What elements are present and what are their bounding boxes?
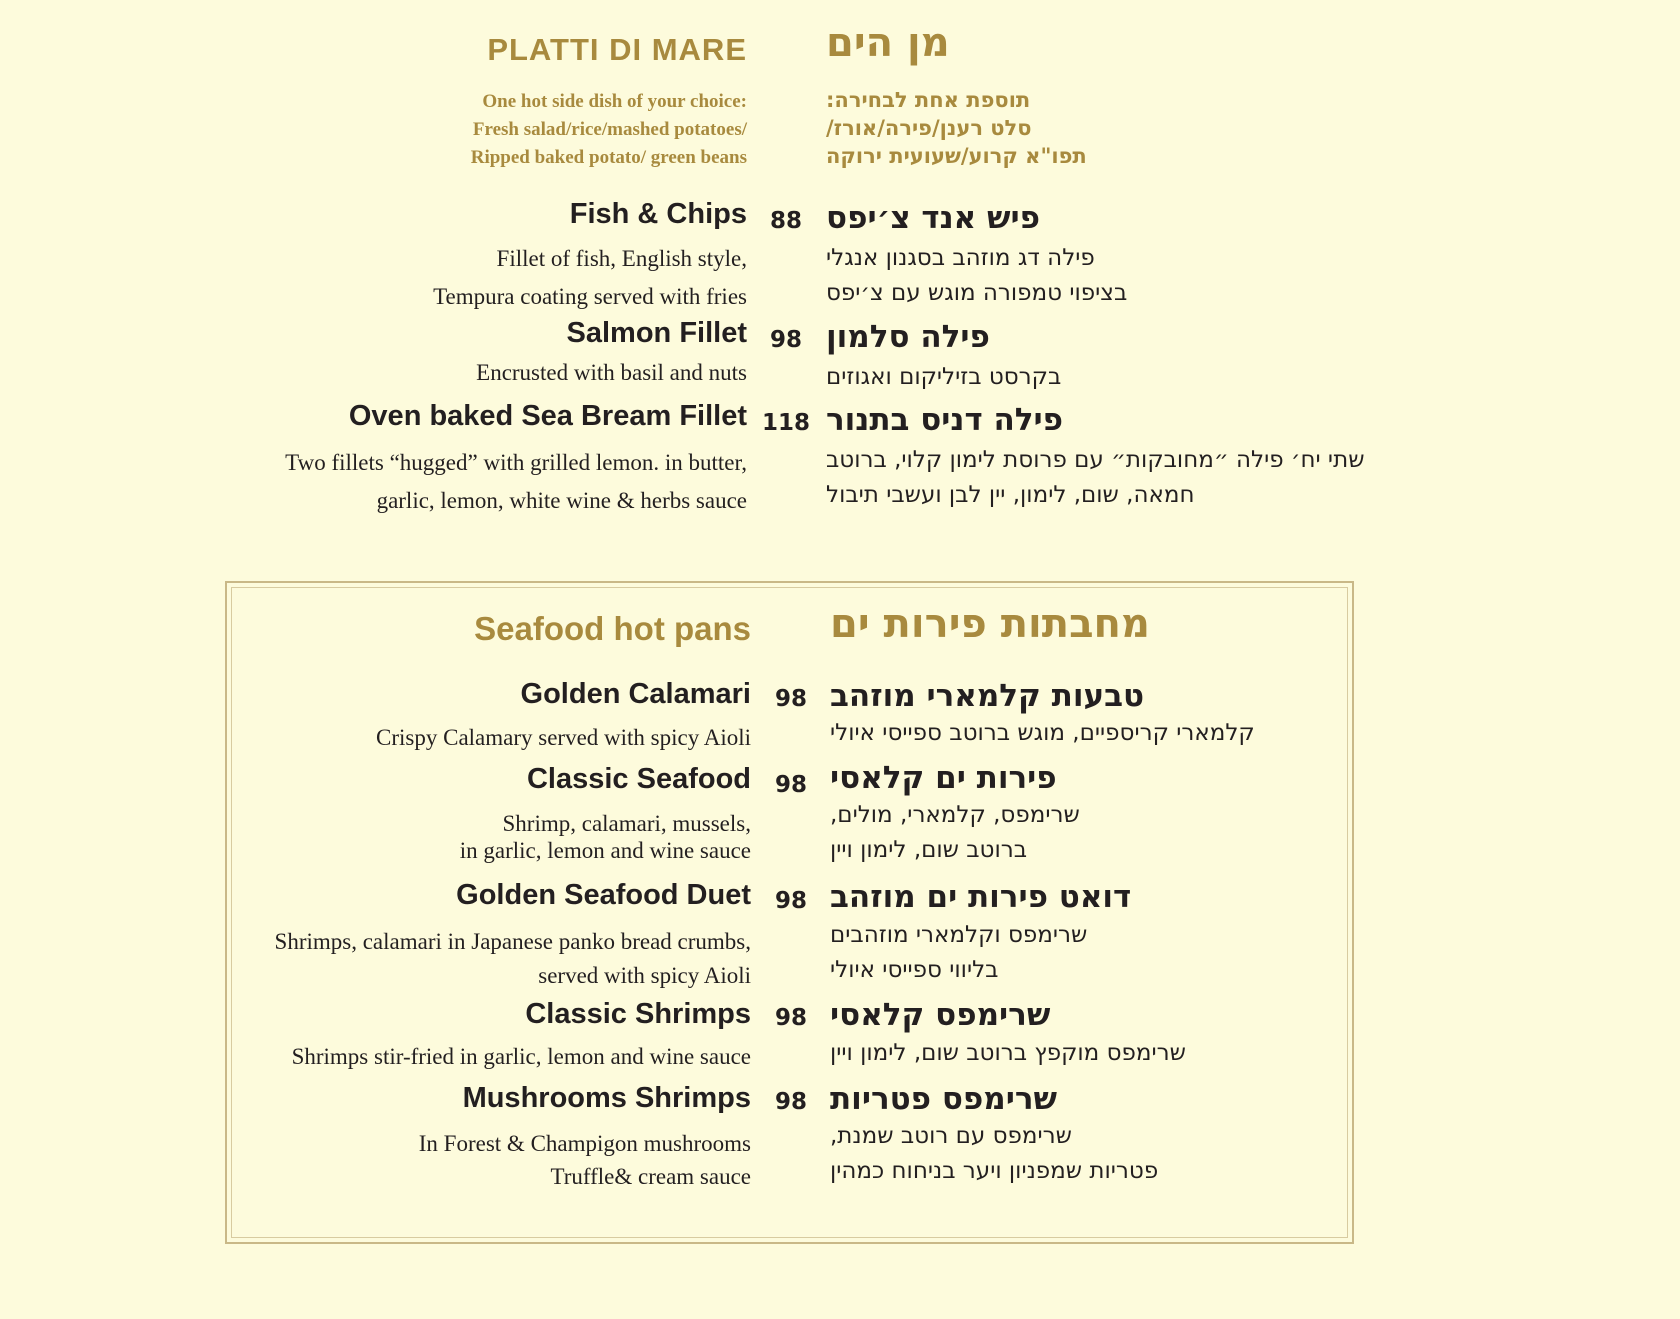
menu-item-name-en: Classic Shrimps (525, 998, 751, 1030)
menu-item-desc-en (460, 810, 751, 864)
menu-item-desc-he (826, 443, 1365, 513)
desc-line: שרימפס, קלמארי, מולים, (830, 802, 1080, 828)
desc-line: שתי יח׳ פילה ״מחובקות״ עם פרוסת לימון קלוי, ברוטב (826, 447, 1365, 473)
menu-item-name-he: שרימפס קלאסי (830, 997, 1051, 1033)
menu-item-name-en: Golden Seafood Duet (456, 879, 751, 911)
menu-item-price: 98 (774, 1005, 807, 1031)
desc-line: In Forest & Champigon mushrooms (418, 1131, 751, 1156)
desc-line: פטריות שמפניון ויער בניחוח כמהין (830, 1158, 1159, 1184)
desc-line: Two fillets “hugged” with grilled lemon. in butter, (285, 450, 747, 475)
note-line: Fresh salad/rice/mashed potatoes/ (472, 119, 747, 140)
menu-item-name-he: שרימפס פטריות (830, 1081, 1058, 1117)
note-line: תפו"א קרוע/שעועית ירוקה (826, 144, 1087, 168)
menu-item-desc-he (830, 918, 1087, 988)
desc-line: Shrimps, calamari in Japanese panko bread crumbs, (274, 929, 751, 954)
note-line: סלט רענן/פירה/אורז/ (826, 116, 1032, 140)
desc-line: ברוטב שום, לימון ויין (830, 837, 1028, 863)
section-title-en: PLATTI DI MARE (487, 32, 747, 67)
desc-line: שרימפס וקלמארי מוזהבים (830, 922, 1088, 948)
menu-item-name-en: Salmon Fillet (566, 317, 747, 349)
side-dish-note-en (471, 88, 747, 172)
menu-item-price: 98 (769, 327, 802, 353)
desc-line: Shrimp, calamari, mussels, (502, 811, 751, 836)
desc-line: garlic, lemon, white wine & herbs sauce (376, 488, 747, 513)
menu-item-name-he: פירות ים קלאסי (830, 760, 1057, 796)
menu-item-name-en: Fish & Chips (569, 198, 747, 230)
menu-item-desc-he (830, 716, 1255, 751)
menu-item-desc-he (826, 241, 1127, 311)
menu-item-price: 88 (769, 208, 802, 234)
menu-item-price: 98 (774, 888, 807, 914)
menu-item-desc-en (376, 724, 751, 751)
desc-line: חמאה, שום, לימון, יין לבן ועשבי תיבול (826, 482, 1195, 508)
desc-line: Encrusted with basil and nuts (476, 360, 747, 385)
desc-line: בציפוי טמפורה מוגש עם צ׳יפס (826, 280, 1128, 306)
menu-item-desc-he (830, 1036, 1186, 1071)
desc-line: שרימפס מוקפץ ברוטב שום, לימון ויין (830, 1040, 1186, 1066)
menu-item-desc-en (419, 1127, 751, 1193)
menu-item-desc-en (285, 444, 747, 520)
desc-line: קלמארי קריספיים, מוגש ברוטב ספייסי איולי (830, 720, 1255, 746)
menu-item-name-en: Classic Seafood (526, 763, 751, 795)
menu-item-name-en: Mushrooms Shrimps (462, 1082, 751, 1114)
section-title-en: Seafood hot pans (474, 610, 751, 647)
menu-item-name-he: טבעות קלמארי מוזהב (830, 678, 1145, 714)
desc-line: בליווי ספייסי איולי (830, 957, 999, 983)
menu-item-name-he: פיש אנד צ׳יפס (826, 200, 1041, 236)
menu-item-name-he: דואט פירות ים מוזהב (830, 879, 1132, 915)
desc-line: Shrimps stir-fried in garlic, lemon and wine sauce (291, 1044, 751, 1069)
desc-line: Crispy Calamary served with spicy Aioli (376, 725, 751, 750)
menu-item-name-en: Oven baked Sea Bream Fillet (348, 400, 747, 432)
menu-item-price: 98 (774, 686, 807, 712)
menu-item-desc-he (830, 798, 1080, 868)
menu-item-desc-en (292, 1043, 751, 1070)
menu-item-desc-he (830, 1119, 1158, 1189)
menu-item-price: 118 (761, 410, 810, 436)
desc-line: בקרסט בזיליקום ואגוזים (826, 364, 1062, 390)
menu-item-price: 98 (774, 772, 807, 798)
menu-item-name-en: Golden Calamari (520, 678, 751, 710)
menu-item-desc-he (826, 360, 1061, 395)
section-title-he: מחבתות פירות ים (830, 601, 1150, 647)
desc-line: Fillet of fish, English style, (496, 246, 747, 271)
menu-item-desc-en (476, 359, 747, 386)
menu-item-name-he: פילה דניס בתנור (826, 402, 1064, 438)
section-title-he: מן הים (826, 20, 950, 66)
menu-item-name-he: פילה סלמון (826, 319, 990, 355)
menu-item-desc-en (275, 925, 751, 993)
menu-item-desc-en (433, 240, 747, 316)
desc-line: Tempura coating served with fries (433, 284, 747, 309)
note-line: תוספת אחת לבחירה: (826, 88, 1031, 112)
menu-item-price: 98 (774, 1089, 807, 1115)
desc-line: in garlic, lemon and wine sauce (459, 838, 751, 863)
side-dish-note-he (826, 86, 1087, 170)
desc-line: served with spicy Aioli (538, 963, 751, 988)
note-line: One hot side dish of your choice: (482, 91, 747, 112)
note-line: Ripped baked potato/ green beans (470, 147, 747, 168)
desc-line: פילה דג מוזהב בסגנון אנגלי (826, 245, 1095, 271)
desc-line: שרימפס עם רוטב שמנת, (830, 1123, 1072, 1149)
desc-line: Truffle& cream sauce (550, 1164, 751, 1189)
